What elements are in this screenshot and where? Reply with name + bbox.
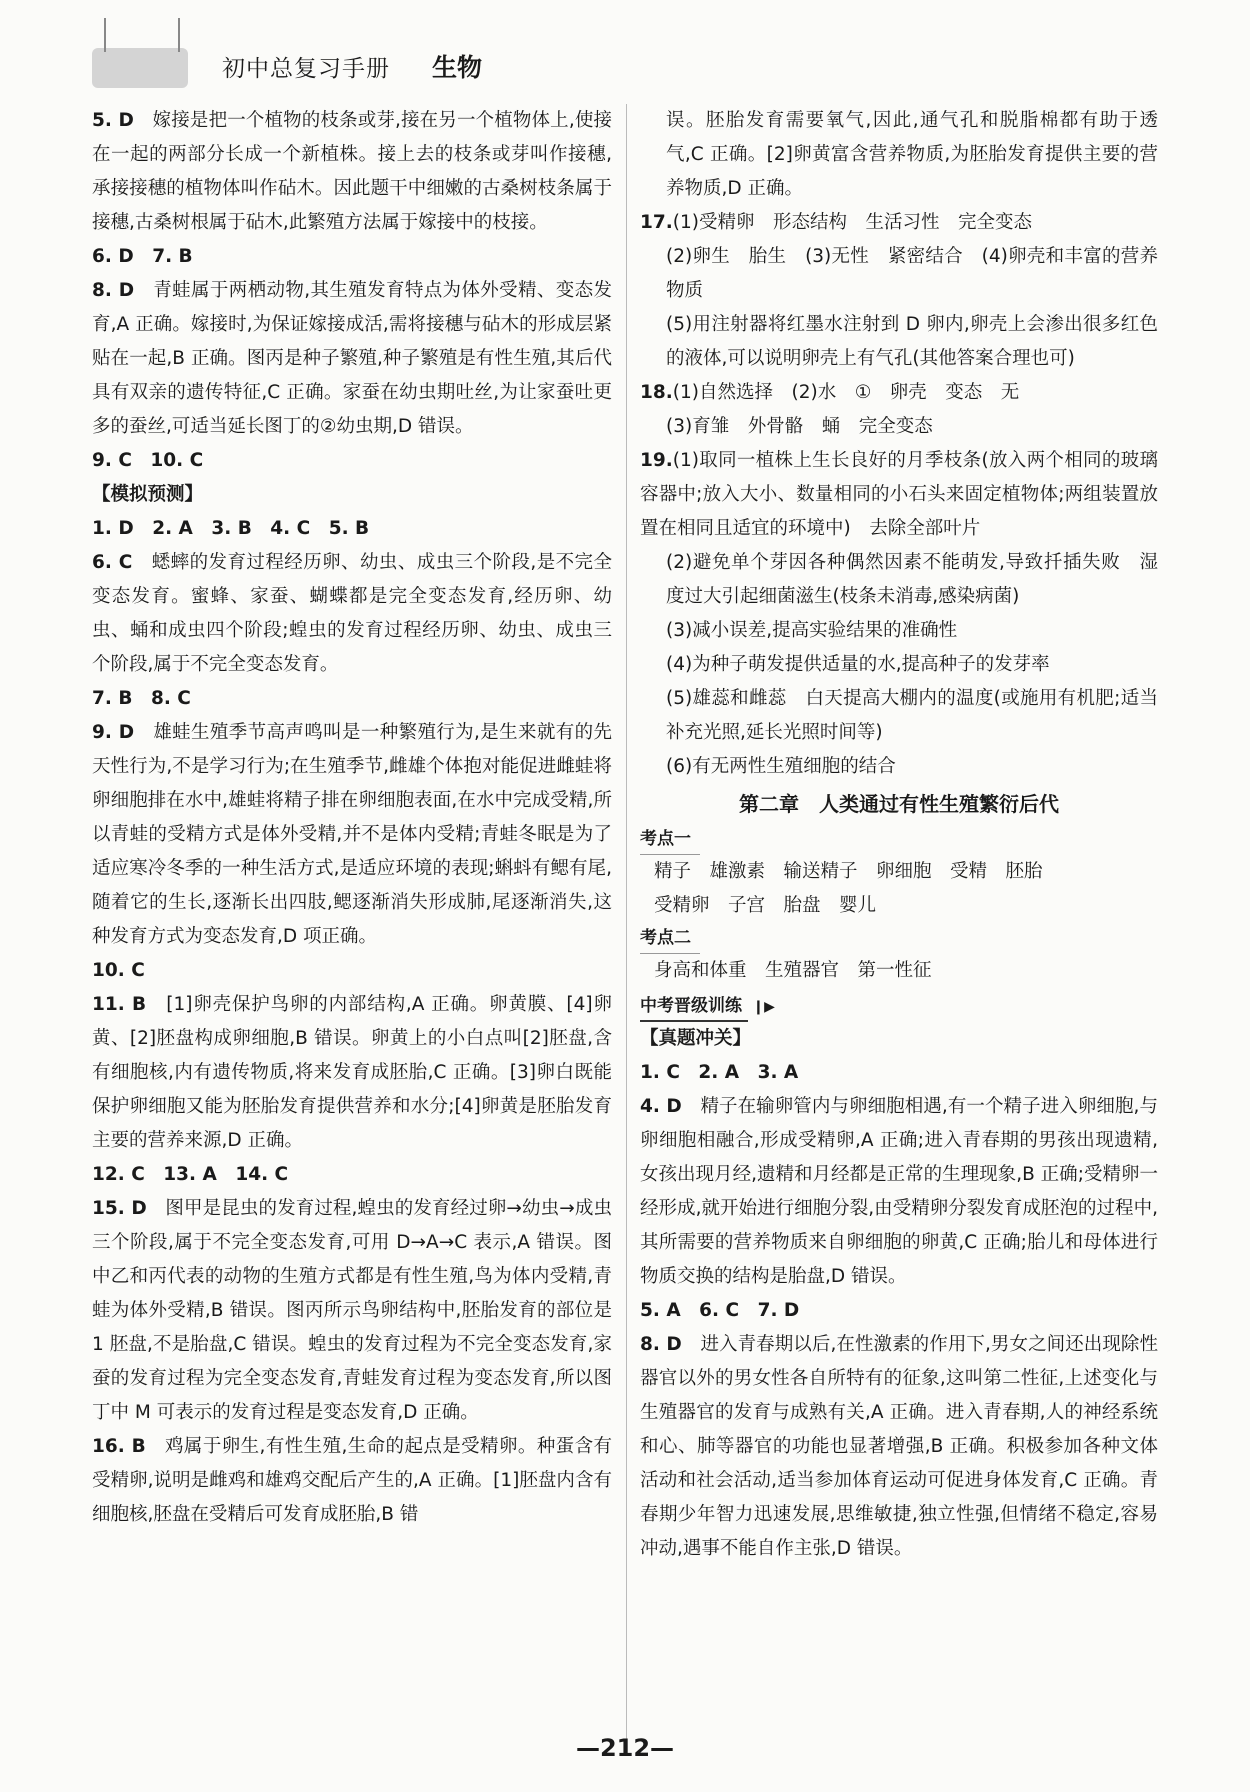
answer-text: 青蛙属于两栖动物,其生殖发育特点为体外受精、变态发育,A 正确。嫁接时,为保证嫁接成活,需将接穗与砧木的形成层紧贴在一起,B 正确。图丙是种子繁殖,种子繁殖是有性生殖,其后代具有双亲的遗传特征,C 正确。家蚕在幼虫期吐丝,为让家蚕吐更多的蚕丝,可适当延长图丁的②幼虫期,D 错误。 <box>92 280 612 437</box>
answer-number: 17. <box>640 212 673 233</box>
header-hanger-line <box>104 18 106 52</box>
key-point-terms: 精子 雄激素 输送精子 卵细胞 受精 胚胎 <box>654 861 1043 882</box>
answer-text: 进入青春期以后,在性激素的作用下,男女之间还出现除性器官以外的男女性各自所特有的征象,这叫第二性征,上述变化与生殖器官的发育与成熟有关,A 正确。进入青春期,人的神经系统和心、肺等器官的功能也显著增强,B 正确。积极参加各种文体活动和社会活动,适当参加体育运动可促进身体发育,C 正确。青春期少年智力迅速发展,思维敏捷,独立性强,但情绪不稳定,容易冲动,遇事不能自作主张,D 错误。 <box>640 1334 1159 1559</box>
key-point-terms: 受精卵 子宫 胎盘 婴儿 <box>654 895 877 916</box>
answer-number: 9. D <box>92 722 135 743</box>
answer-item <box>640 444 1158 546</box>
answer-text: (1)受精卵 形态结构 生活习性 完全变态 <box>672 212 1032 233</box>
subject-title: 生物 <box>432 53 483 82</box>
section-heading: 【模拟预测】 <box>92 484 204 505</box>
header-tab-decoration <box>92 48 188 88</box>
left-column <box>92 104 612 1532</box>
answer-line: (5)雄蕊和雌蕊 白天提高大棚内的温度(或施用有机肥;适当补充光照,延长光照时间等) <box>666 688 1158 743</box>
answer-number: 18. <box>640 382 673 403</box>
key-point-label: 考点一 <box>640 824 700 855</box>
answer-number: 19. <box>640 450 673 471</box>
answer-text: 图甲是昆虫的发育过程,蝗虫的发育经过卵→幼虫→成虫三个阶段,属于不完全变态发育,可用 D→A→C 表示,A 错误。图中乙和丙代表的动物的生殖方式都是有性生殖,鸟为体内受精,青蛙为体外受精,B 错误。图丙所示鸟卵结构中,胚胎发育的部位是 1 胚盘,不是胎盘,C 错误。蝗虫的发育过程为不完全变态发育,家蚕的发育过程为完全变态发育,青蛙发育过程为变态发育,所以图丁中 M 可表示的发育过程是变态发育,D 正确。 <box>92 1198 612 1423</box>
answer-item <box>640 1328 1158 1566</box>
training-banner-label: 中考晋级训练 <box>640 992 748 1022</box>
answer-line: (3)育雏 外骨骼 蛹 完全变态 <box>666 416 933 437</box>
answer-text: [1]卵壳保护鸟卵的内部结构,A 正确。卵黄膜、[4]卵黄、[2]胚盘构成卵细胞,B 错误。卵黄上的小白点叫[2]胚盘,含有细胞核,内有遗传物质,将来发育成胚胎,C 正确。[3]卵白既能保护卵细胞又能为胚胎发育提供营养和水分;[4]卵黄是胚胎发育主要的营养来源,D 正确。 <box>92 994 612 1151</box>
training-banner <box>640 992 1158 1022</box>
answer-line: (3)减小误差,提高实验结果的准确性 <box>666 620 958 641</box>
chapter-heading: 第二章 人类通过有性生殖繁衍后代 <box>739 792 1059 816</box>
answer-item: 1. C 2. A 3. A <box>640 1062 799 1083</box>
answer-item <box>640 1090 1158 1294</box>
answer-item: 1. D 2. A 3. B 4. C 5. B <box>92 518 370 539</box>
answer-text: (1)取同一植株上生长良好的月季枝条(放入两个相同的玻璃容器中;放入大小、数量相同的小石头来固定植物体;两组装置放置在相同且适宜的环境中) 去除全部叶片 <box>640 450 1158 539</box>
section-heading: 【真题冲关】 <box>640 1028 752 1049</box>
answer-item: 9. C 10. C <box>92 450 204 471</box>
answer-text: 精子在输卵管内与卵细胞相遇,有一个精子进入卵细胞,与卵细胞相融合,形成受精卵,A 正确;进入青春期的男孩出现遗精,女孩出现月经,遗精和月经都是正常的生理现象,B 正确;受精卵一经形成,就开始进行细胞分裂,由受精卵分裂发育成胚泡的过程中,其所需要的营养物质来自卵细胞的卵黄,C 正确;胎儿和母体进行物质交换的结构是胎盘,D 错误。 <box>640 1096 1159 1287</box>
answer-number: 8. D <box>92 280 135 301</box>
answer-item: 10. C <box>92 960 145 981</box>
book-title: 初中总复习手册 <box>222 56 390 82</box>
answer-item <box>92 1192 612 1430</box>
answer-number: 15. D <box>92 1198 147 1219</box>
answer-line: (2)避免单个芽因各种偶然因素不能萌发,导致扦插失败 湿度过大引起细菌滋生(枝条未消毒,感染病菌) <box>666 552 1158 607</box>
answer-text: 蟋蟀的发育过程经历卵、幼虫、成虫三个阶段,是不完全变态发育。蜜蜂、家蚕、蝴蝶都是完全变态发育,经历卵、幼虫、蛹和成虫四个阶段;蝗虫的发育过程经历卵、幼虫、成虫三个阶段,属于不完全变态发育。 <box>92 552 612 675</box>
answer-number: 4. D <box>640 1096 682 1117</box>
answer-item <box>92 716 612 954</box>
answer-item: 7. B 8. C <box>92 688 191 709</box>
answer-item <box>92 546 612 682</box>
answer-item <box>92 104 612 240</box>
answer-continuation: 误。胚胎发育需要氧气,因此,通气孔和脱脂棉都有助于透气,C 正确。[2]卵黄富含营养物质,为胚胎发育提供主要的营养物质,D 正确。 <box>666 110 1158 199</box>
answer-line: (5)用注射器将红墨水注射到 D 卵内,卵壳上会渗出很多红色的液体,可以说明卵壳上有气孔(其他答案合理也可) <box>666 314 1158 369</box>
answer-text: 嫁接是把一个植物的枝条或芽,接在另一个植物体上,使接在一起的两部分长成一个新植株。接上去的枝条或芽叫作接穗,承接接穗的植物体叫作砧木。因此题干中细嫩的古桑树枝条属于接穗,古桑树根属于砧木,此繁殖方法属于嫁接中的枝接。 <box>92 110 612 233</box>
answer-item <box>640 376 1158 410</box>
answer-line: (6)有无两性生殖细胞的结合 <box>666 756 896 777</box>
page-number: —212— <box>575 1734 675 1762</box>
key-point-label: 考点二 <box>640 923 700 954</box>
page-header <box>0 0 1250 100</box>
answer-item <box>92 988 612 1158</box>
right-column <box>640 104 1158 1566</box>
answer-number: 11. B <box>92 994 147 1015</box>
arrow-icon: ❙▶ <box>748 999 775 1015</box>
answer-number: 16. B <box>92 1436 146 1457</box>
answer-item: 12. C 13. A 14. C <box>92 1164 289 1185</box>
answer-item: 5. A 6. C 7. D <box>640 1300 800 1321</box>
answer-item: 6. D 7. B <box>92 246 193 267</box>
key-point-terms: 身高和体重 生殖器官 第一性征 <box>654 960 932 981</box>
answer-line: (4)为种子萌发提供适量的水,提高种子的发芽率 <box>666 654 1050 675</box>
answer-number: 6. C <box>92 552 133 573</box>
column-divider <box>626 104 627 1744</box>
header-hanger-line <box>178 18 180 52</box>
answer-number: 8. D <box>640 1334 682 1355</box>
answer-item <box>640 206 1158 240</box>
answer-item <box>92 1430 612 1532</box>
answer-text: (1)自然选择 (2)水 ① 卵壳 变态 无 <box>672 382 1020 403</box>
answer-number: 5. D <box>92 110 134 131</box>
answer-text: 鸡属于卵生,有性生殖,生命的起点是受精卵。种蛋含有受精卵,说明是雌鸡和雄鸡交配后产生的,A 正确。[1]胚盘内含有细胞核,胚盘在受精后可发育成胚胎,B 错 <box>92 1436 612 1525</box>
answer-item <box>92 274 612 444</box>
answer-text: 雄蛙生殖季节高声鸣叫是一种繁殖行为,是生来就有的先天性行为,不是学习行为;在生殖季节,雌雄个体抱对能促进雌蛙将卵细胞排在水中,雄蛙将精子排在卵细胞表面,在水中完成受精,所以青蛙的受精方式是体外受精,并不是体内受精;青蛙冬眠是为了适应寒冷冬季的一种生活方式,是适应环境的表现;蝌蚪有鳃有尾,随着它的生长,逐渐长出四肢,鳃逐渐消失形成肺,尾逐渐消失,这种发育方式为变态发育,D 项正确。 <box>92 722 612 947</box>
answer-line: (2)卵生 胎生 (3)无性 紧密结合 (4)卵壳和丰富的营养物质 <box>666 246 1158 301</box>
